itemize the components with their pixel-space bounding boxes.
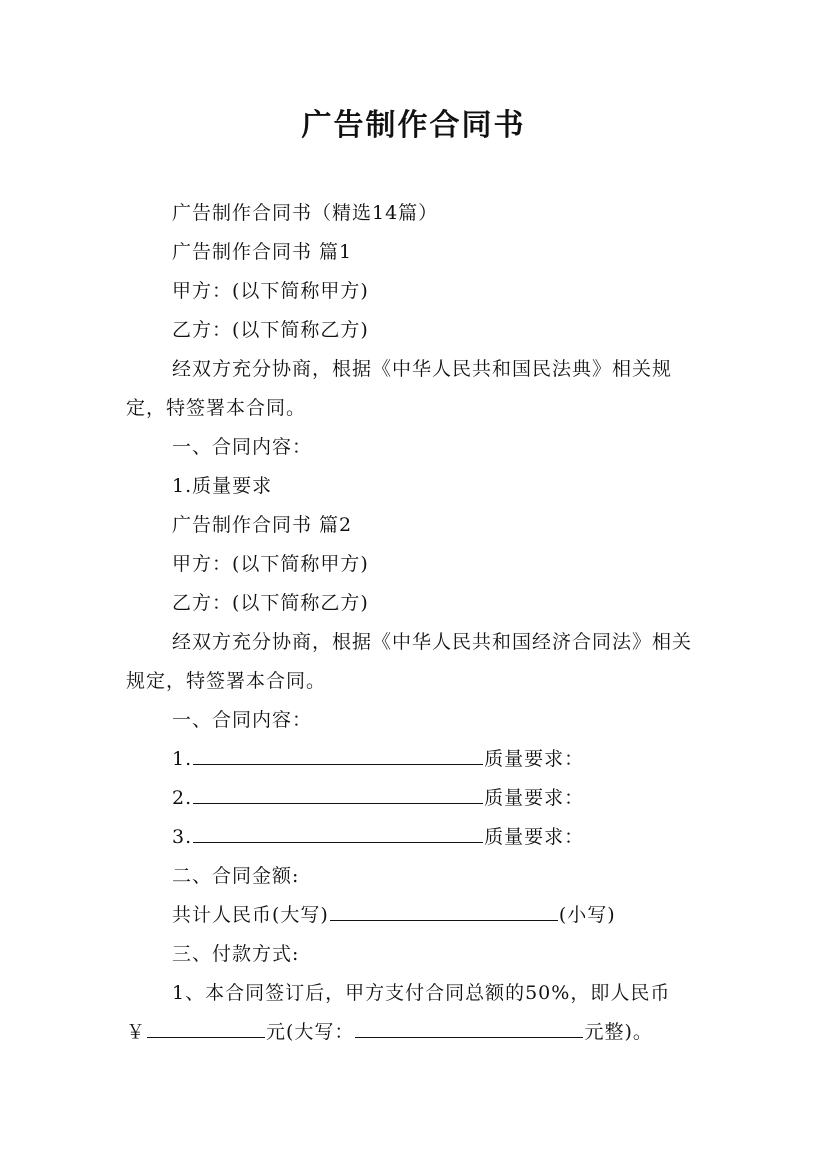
party-b-line: 乙方：(以下简称乙方)	[172, 319, 369, 341]
item-quality-requirement: 1.质量要求	[172, 475, 273, 497]
party-a-line-2: 甲方：(以下简称甲方)	[172, 553, 369, 575]
paragraph-heading-article-1: 广告制作合同书 篇1	[172, 241, 353, 263]
section-heading-amount: 二、合同金额:	[172, 865, 300, 887]
section-heading-content: 一、合同内容：	[172, 436, 313, 458]
section-heading-content-2: 一、合同内容：	[172, 709, 313, 731]
payment-suffix: 元整)。	[584, 1021, 653, 1043]
amount-prefix: 共计人民币(大写)	[172, 904, 329, 926]
payment-line-1: 1、本合同签订后，甲方支付合同总额的50%，即人民币	[172, 982, 671, 1004]
paragraph-heading-collection: 广告制作合同书（精选14篇）	[172, 202, 439, 224]
item-number: 2.	[172, 787, 193, 809]
currency-symbol: ￥	[126, 1021, 147, 1043]
blank-field[interactable]	[193, 820, 483, 843]
amount-suffix: (小写)	[558, 904, 616, 926]
blank-field-number[interactable]	[147, 1015, 265, 1038]
blank-field-amount[interactable]	[330, 898, 558, 921]
section-heading-payment: 三、付款方式:	[172, 943, 300, 965]
payment-line-2	[126, 1013, 706, 1052]
blank-field[interactable]	[193, 781, 483, 804]
item-label: 质量要求：	[484, 787, 585, 809]
document-title: 广告制作合同书	[301, 108, 526, 143]
document-body	[126, 194, 706, 1052]
preamble-paragraph-2: 经双方充分协商，根据《中华人民共和国经济合同法》相关规定，特签署本合同。	[126, 631, 693, 692]
payment-mid: 元(大写：	[266, 1021, 355, 1043]
fill-line-item-3	[126, 818, 706, 857]
party-a-line: 甲方：(以下简称甲方)	[172, 280, 369, 302]
preamble-paragraph: 经双方充分协商，根据《中华人民共和国民法典》相关规定，特签署本合同。	[126, 358, 673, 419]
blank-field[interactable]	[193, 742, 483, 765]
item-number: 1.	[172, 748, 193, 770]
fill-line-item-2	[126, 779, 706, 818]
item-number: 3.	[172, 826, 193, 848]
fill-line-item-1	[126, 740, 706, 779]
party-b-line-2: 乙方：(以下简称乙方)	[172, 592, 369, 614]
item-label: 质量要求：	[484, 826, 585, 848]
paragraph-heading-article-2: 广告制作合同书 篇2	[172, 514, 353, 536]
item-label: 质量要求：	[484, 748, 585, 770]
blank-field-words[interactable]	[355, 1015, 583, 1038]
amount-line	[126, 896, 706, 935]
